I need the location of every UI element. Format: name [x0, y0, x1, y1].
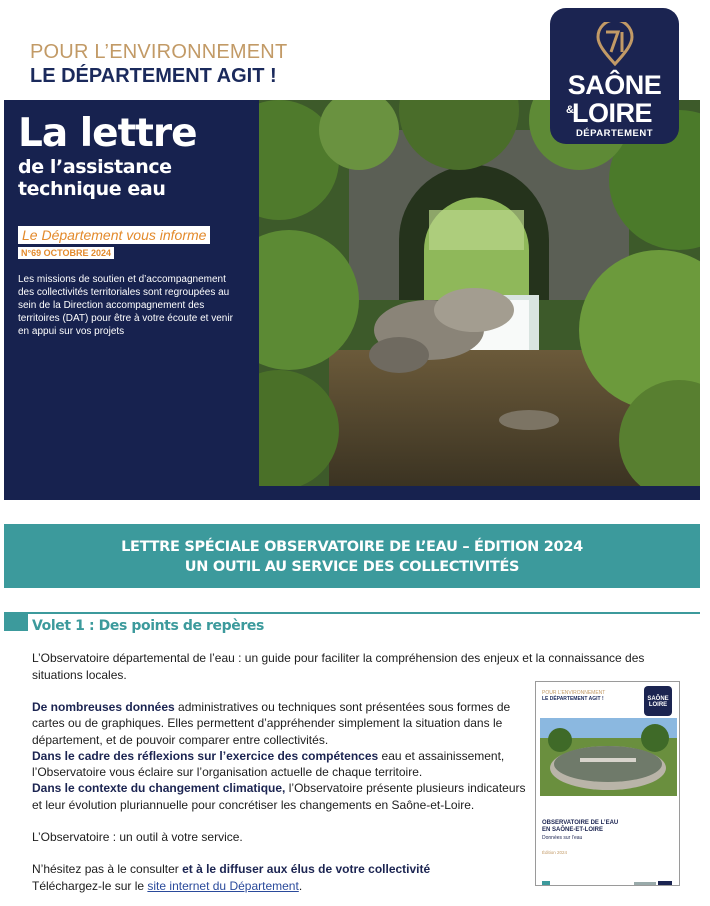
- department-website-link[interactable]: site internet du Département: [147, 878, 299, 893]
- hero-subtitle-2: technique eau: [18, 178, 166, 200]
- section-intro: L’Observatoire départemental de l’eau : un guide pour faciliter la compréhension des enjeux et la connaissance des situations locales.: [32, 651, 645, 682]
- issue-number: N°69 OCTOBRE 2024: [18, 247, 114, 259]
- paragraph-download: [32, 878, 526, 894]
- hero-photo-bridge-stream: [259, 100, 700, 486]
- cover-logo: SAÔNE LOIRE: [644, 686, 672, 716]
- tagline-department: LE DÉPARTEMENT AGIT !: [30, 65, 277, 87]
- cover-title-1: OBSERVATOIRE DE L’EAU: [542, 820, 619, 826]
- paragraph-climate: [32, 780, 526, 813]
- bold-share: et à le diffuser aux élus de votre collectivité: [182, 862, 431, 877]
- banner-line-1: LETTRE SPÉCIALE OBSERVATOIRE DE L’EAU – ÉDITION 2024: [121, 539, 583, 555]
- cover-tag-2: LE DÉPARTEMENT AGIT !: [542, 696, 604, 702]
- paragraph-competences: [32, 748, 526, 781]
- cover-footer-logos: [542, 874, 674, 880]
- section-divider: [4, 612, 700, 614]
- observatoire-cover-thumbnail[interactable]: [535, 681, 680, 886]
- section-body: [32, 699, 526, 894]
- bold-competences: Dans le cadre des réflexions sur l’exercice des compétences: [32, 748, 379, 763]
- logo-saone: SAÔNE: [567, 70, 662, 100]
- logo-departement: DÉPARTEMENT: [575, 128, 654, 139]
- paragraph-service: L’Observatoire : un outil à votre service.: [32, 830, 243, 845]
- bold-data: De nombreuses données: [32, 700, 175, 714]
- hero-description: Les missions de soutien et d’accompagnement des collectivités territoriales sont regroupées au sein de la Direction accompagnement des territoires (DAT) pour être à votre écoute et venir en appui sur vos projets: [18, 274, 233, 337]
- info-label: Le Département vous informe: [18, 226, 210, 244]
- hero-subtitle-1: de l’assistance: [18, 156, 172, 178]
- paragraph-data: [32, 699, 526, 748]
- section-title: Volet 1 : Des points de repères: [32, 618, 264, 634]
- text-download: Téléchargez-le sur le: [32, 878, 148, 893]
- saone-loire-logo: [550, 8, 679, 144]
- section-marker: [4, 614, 28, 631]
- banner-line-2: UN OUTIL AU SERVICE DES COLLECTIVITÉS: [184, 559, 520, 575]
- cover-subtitle: Données sur l’eau: [542, 835, 583, 841]
- cover-edition: Édition 2024: [542, 850, 568, 855]
- logo-loire: LOIRE: [572, 98, 653, 128]
- bold-climate: Dans le contexte du changement climatique,: [32, 781, 286, 796]
- cover-tag-1: POUR L’ENVIRONNEMENT: [542, 690, 606, 696]
- logo-71-icon: [596, 22, 634, 66]
- paragraph-share: [32, 861, 526, 877]
- tagline-environment: POUR L’ENVIRONNEMENT: [30, 41, 288, 63]
- header-tagline: [30, 40, 287, 88]
- text-share: N’hésitez pas à le consulter: [32, 862, 183, 877]
- hero-title: La lettre: [18, 111, 197, 156]
- cover-title-2: EN SAÔNE-ET-LOIRE: [542, 827, 604, 833]
- logo-ampersand: &: [566, 104, 574, 116]
- cover-photo-treatment-basin: [540, 718, 677, 796]
- text-climate: l’Observatoire présente plusieurs indicateurs et leur évolution pluriannuelle pour concrétiser les changements en Saône-et-Loire.: [32, 781, 526, 812]
- text-competences: eau et assainissement, l’Observatoire vous éclaire sur l’organisation actuelle de chaque territoire.: [32, 748, 505, 780]
- text-data: administratives ou techniques sont présentées sous formes de cartes ou de graphiques. Elles permettent d’appréhender simplement la situation dans le département, et de pouvoir comparer entre collectivités.: [32, 700, 511, 747]
- text-period: .: [298, 878, 303, 893]
- hero-section: [4, 100, 700, 500]
- special-edition-banner: [4, 524, 700, 588]
- cover-title: [542, 820, 618, 834]
- hero-title-block: [18, 112, 197, 200]
- cover-tagline: [542, 690, 605, 702]
